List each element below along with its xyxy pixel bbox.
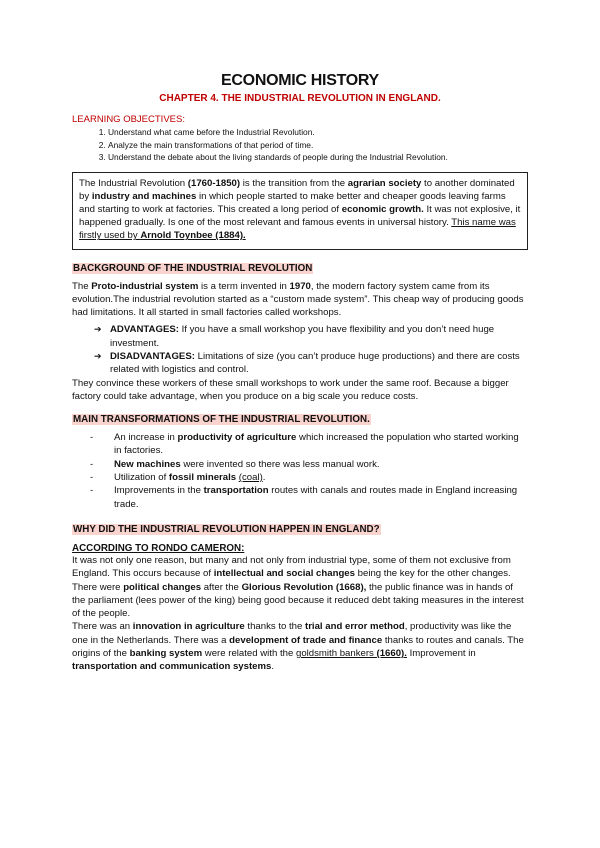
objective-item: 1. Understand what came before the Industrial Revolution. [108,126,528,139]
text: after the [201,581,242,593]
list-item [90,431,528,458]
text: There was an [72,621,133,633]
document-title: ECONOMIC HISTORY [221,72,379,89]
text: is the transition from the [240,177,348,189]
bold-text: ADVANTAGES: [110,324,179,336]
subheading-cameron: ACCORDING TO RONDO CAMERON: [72,542,245,554]
bold-text: political changes [123,581,202,593]
pros-cons-list [72,323,528,376]
text: which increased the population who started working in factories. [114,432,519,457]
bold-text: transportation [203,485,269,497]
text: thanks to routes and canals. The origins of the [72,634,524,660]
text: If you have a small workshop you have flexibility and you don’t need huge investment. [110,324,495,349]
text: the public finance was in hands of the parliament (lees power of the king) being good because it reduced debt taking measures in the interest of the people. [72,581,524,620]
text: is a term invented in [198,280,290,292]
cameron-paragraph-1 [72,554,528,620]
section-heading-background: BACKGROUND OF THE INDUSTRIAL REVOLUTION [73,262,313,274]
bold-text: banking system [129,648,203,660]
bold-text: Glorious Revolution (1668), [241,581,367,593]
text: thanks to the [244,621,305,633]
text: The Industrial Revolution [79,177,188,189]
bold-text: 1970 [289,280,311,292]
text: Limitations of size (you can’t produce huge productions) and there are costs related with logistics and control. [110,351,520,376]
bold-text: trial and error method [305,621,405,633]
bold-text: New machines [114,458,181,470]
text: , productivity was like the one in the Netherlands. There was a [72,621,512,646]
cameron-paragraph-2 [72,620,528,673]
text: were invented so there was less manual work. [180,458,380,470]
text: routes with canals and routes made in England increasing trade. [114,485,518,510]
text: . [271,661,275,673]
text: The [72,280,92,292]
objectives-label: LEARNING OBJECTIVES: [72,114,185,125]
text: , the modern factory system came from its evolution.The industrial revolution started as a “custom made system”. This cheap way of producing goods had limitations. It all started in small factories called workshops. [72,280,524,319]
list-item [90,458,528,471]
bold-text: innovation in agriculture [132,621,245,633]
text: being the key for the other changes. There were [72,568,511,593]
advantages-item [94,323,528,350]
chapter-title: CHAPTER 4. THE INDUSTRIAL REVOLUTION IN ENGLAND. [159,93,441,104]
bold-text: industry and machines [91,190,197,202]
background-paragraph [72,280,528,320]
disadvantages-item [94,350,528,377]
bold-text: transportation and communication systems [72,661,272,673]
text: Improvements in the [114,485,204,497]
text: to another dominated by [79,177,515,202]
section-heading-transformations: MAIN TRANSFORMATIONS OF THE INDUSTRIAL REVOLUTION. [73,414,370,426]
objective-item: 2. Analyze the main transformations of that period of time. [108,139,528,152]
bold-text: development of trade and finance [229,634,383,646]
text: An increase in [114,432,178,444]
bold-text: Proto-industrial system [91,280,199,292]
objectives-list [72,126,528,164]
underlined-text: goldsmith bankers [295,648,377,660]
underlined-text: (coal) [238,472,263,484]
bold-text: agrarian society [347,177,422,189]
list-item [90,471,528,484]
objective-item: 3. Understand the debate about the living standards of people during the Industrial Revolution. [108,151,528,164]
text: It was not explosive, it happened gradually. Is one of the most relevant and famous events in universal history. [79,203,521,229]
text: It was not only one reason, but many and not only from industrial type, some of them not exclusive from England. This occurs because of [72,554,511,580]
bold-text: productivity of agriculture [177,432,297,444]
section-heading-why-england: WHY DID THE INDUSTRIAL REVOLUTION HAPPEN IN ENGLAND? [73,523,380,535]
text: . [262,472,266,484]
text: in which people started to make better and cheaper goods leaving farms and starting to work at factories. This created a long period of [79,190,506,215]
bold-text: (1760-1850) [187,177,241,189]
underlined-bold-text: Arnold Toynbee (1884). [140,230,246,242]
workshop-paragraph: They convince these workers of these small workshops to work under the same roof. Because a bigger factory could take advantage, when you produce on a big scale you reduce costs. [72,377,509,402]
text: Utilization of [114,472,169,484]
text: were related with the [202,648,296,660]
transformations-list [72,431,528,511]
definition-box [72,172,528,250]
bold-text: DISADVANTAGES: [110,351,195,362]
underlined-bold-text: (1660). [376,648,407,660]
list-item [90,484,528,511]
bold-text: economic growth. [341,203,424,215]
text: Improvement in [406,648,476,660]
bold-text: intellectual and social changes [213,568,355,580]
underlined-text: This name was firstly used by [79,217,516,242]
bold-text: fossil minerals [168,472,237,484]
